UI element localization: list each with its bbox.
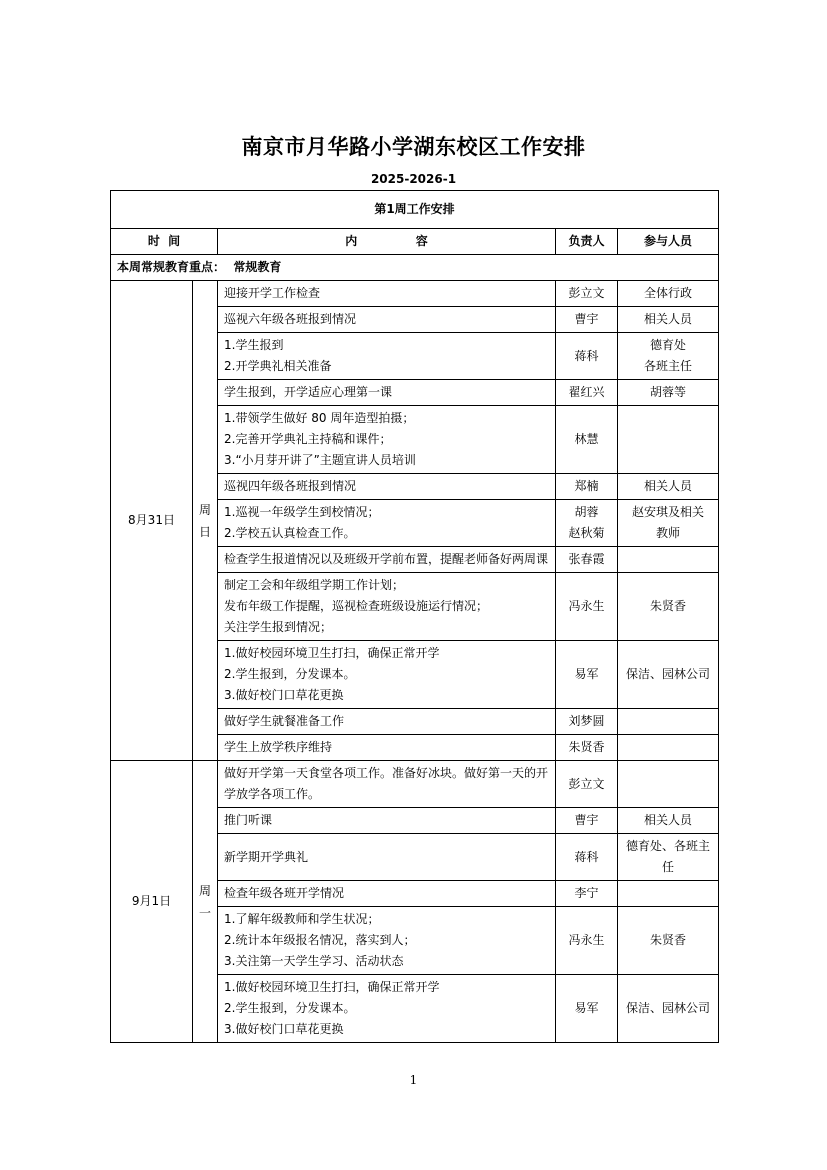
task-line: 1.带领学生做好 80 周年造型拍摄；: [224, 411, 415, 425]
cell-line: 刘梦圆: [568, 714, 605, 728]
task-participants: [618, 281, 719, 307]
header-time: 时 间: [111, 229, 218, 255]
task-owner: [556, 500, 618, 547]
task-participants: [618, 808, 719, 834]
page-number: 1: [409, 1073, 418, 1087]
task-content: [218, 307, 556, 333]
cell-line: 朱贤香: [649, 933, 686, 947]
day-weekday: [193, 281, 218, 761]
cell-line: 朱贤香: [568, 740, 605, 754]
task-participants: [618, 500, 719, 547]
task-owner: [556, 406, 618, 474]
task-content: [218, 761, 556, 808]
cell-line: 相关人员: [643, 479, 692, 493]
cell-line: 蒋科: [574, 348, 599, 363]
task-content: [218, 975, 556, 1043]
task-line: 学生报到，开学适应心理第一课: [224, 385, 393, 399]
cell-line: 曹宇: [574, 813, 599, 827]
cell-line: 冯永生: [568, 933, 605, 947]
cell-line: 胡蓉等: [649, 385, 686, 399]
task-content: [218, 406, 556, 474]
task-line: 3.“小月芽开讲了”主题宣讲人员培训: [224, 453, 416, 467]
cell-line: 相关人员: [643, 312, 692, 326]
task-participants: [618, 641, 719, 709]
task-line: 关注学生报到情况；: [224, 620, 333, 634]
task-participants: [618, 573, 719, 641]
day-date: 9月1日: [111, 761, 193, 1043]
task-line: 3.做好校门口草花更换: [224, 688, 344, 702]
cell-line: 各班主任: [643, 359, 692, 373]
cell-line: 相关人员: [643, 813, 692, 827]
weekly-focus: 本周常规教育重点： 常规教育: [111, 255, 719, 281]
task-content: [218, 380, 556, 406]
task-participants: [618, 881, 719, 907]
task-participants: [618, 834, 719, 881]
task-owner: [556, 834, 618, 881]
task-participants: [618, 307, 719, 333]
day-weekday: [193, 761, 218, 1043]
task-line: 2.开学典礼相关准备: [224, 359, 332, 373]
task-owner: [556, 975, 618, 1043]
cell-line: 易军: [574, 667, 599, 681]
task-owner: [556, 808, 618, 834]
task-line: 巡视四年级各班报到情况: [224, 479, 357, 493]
task-owner: [556, 573, 618, 641]
header-content: 内 容: [218, 229, 556, 255]
task-owner: [556, 333, 618, 380]
task-participants: [618, 735, 719, 761]
cell-line: 日: [198, 524, 211, 539]
task-content: [218, 907, 556, 975]
task-participants: [618, 907, 719, 975]
task-content: [218, 881, 556, 907]
cell-line: 全体行政: [643, 286, 692, 300]
task-content: [218, 641, 556, 709]
cell-line: 胡蓉: [574, 505, 599, 519]
task-owner: [556, 881, 618, 907]
cell-line: 彭立文: [568, 286, 605, 300]
task-owner: [556, 380, 618, 406]
cell-line: 蒋科: [574, 849, 599, 864]
cell-line: 张春霞: [568, 552, 605, 566]
task-owner: [556, 907, 618, 975]
task-participants: [618, 761, 719, 808]
cell-line: 郑楠: [574, 479, 599, 493]
task-owner: [556, 709, 618, 735]
task-content: [218, 834, 556, 881]
task-line: 3.关注第一天学生学习、活动状态: [224, 954, 404, 968]
task-content: [218, 281, 556, 307]
task-line: 1.做好校园环境卫生打扫，确保正常开学: [224, 980, 440, 994]
task-content: [218, 808, 556, 834]
task-participants: [618, 380, 719, 406]
cell-line: 彭立文: [568, 776, 605, 791]
task-owner: [556, 474, 618, 500]
task-line: 迎接开学工作检查: [224, 286, 321, 300]
cell-line: 李宁: [574, 886, 599, 900]
day-date: 8月31日: [111, 281, 193, 761]
task-line: 1.做好校园环境卫生打扫，确保正常开学: [224, 646, 440, 660]
cell-line: 任: [661, 860, 674, 874]
task-line: 新学期开学典礼: [224, 849, 309, 864]
cell-line: 朱贤香: [649, 599, 686, 613]
task-line: 推门听课: [224, 813, 273, 827]
cell-line: 周: [198, 502, 211, 517]
task-line: 巡视六年级各班报到情况: [224, 312, 357, 326]
task-line: 检查年级各班开学情况: [224, 886, 345, 900]
task-line: 3.做好校门口草花更换: [224, 1022, 344, 1036]
term-label: 2025-2026-1: [370, 172, 457, 186]
task-owner: [556, 735, 618, 761]
task-participants: [618, 474, 719, 500]
schedule-table: [110, 190, 719, 1043]
cell-line: 一: [198, 905, 211, 920]
cell-line: 保洁、园林公司: [625, 667, 710, 681]
cell-line: 翟红兴: [568, 385, 605, 399]
task-line: 制定工会和年级组学期工作计划；: [224, 578, 405, 592]
cell-line: 教师: [655, 526, 680, 540]
task-participants: [618, 709, 719, 735]
task-owner: [556, 307, 618, 333]
table-row: [111, 761, 719, 808]
task-line: 1.了解年级教师和学生状况；: [224, 912, 380, 926]
task-participants: [618, 333, 719, 380]
task-owner: [556, 281, 618, 307]
task-line: 1.学生报到: [224, 338, 284, 352]
document-title: 南京市月华路小学湖东校区工作安排: [241, 134, 586, 159]
cell-line: 德育处、各班主: [625, 839, 710, 853]
task-owner: [556, 641, 618, 709]
task-line: 2.统计本年级报名情况，落实到人；: [224, 933, 416, 947]
task-owner: [556, 547, 618, 573]
task-participants: [618, 406, 719, 474]
week-title: 第1周工作安排: [111, 191, 719, 229]
table-row: [111, 281, 719, 307]
cell-line: 保洁、园林公司: [625, 1001, 710, 1015]
cell-line: 赵安琪及相关: [631, 505, 704, 519]
header-owner: 负责人: [556, 229, 618, 255]
task-participants: [618, 547, 719, 573]
cell-line: 林慧: [574, 432, 599, 446]
task-line: 做好学生就餐准备工作: [224, 714, 345, 728]
header-participants: 参与人员: [618, 229, 719, 255]
task-line: 2.完善开学典礼主持稿和课件；: [224, 432, 392, 446]
task-line: 2.学校五认真检查工作。: [224, 526, 356, 540]
task-content: [218, 500, 556, 547]
task-line: 学生上放学秩序维持: [224, 740, 333, 754]
cell-line: 周: [198, 883, 211, 898]
task-content: [218, 547, 556, 573]
task-line: 2.学生报到，分发课本。: [224, 667, 356, 681]
task-content: [218, 709, 556, 735]
cell-line: 赵秋菊: [568, 526, 605, 540]
task-line: 发布年级工作提醒，巡视检查班级设施运行情况；: [224, 599, 489, 613]
task-line: 1.巡视一年级学生到校情况；: [224, 505, 380, 519]
task-participants: [618, 975, 719, 1043]
cell-line: 德育处: [649, 338, 686, 352]
cell-line: 易军: [574, 1001, 599, 1015]
task-content: [218, 474, 556, 500]
task-line: 2.学生报到，分发课本。: [224, 1001, 356, 1015]
cell-line: 曹宇: [574, 312, 599, 326]
task-owner: [556, 761, 618, 808]
task-content: [218, 573, 556, 641]
task-line: 做好开学第一天食堂各项工作。准备好冰块。做好第一天的开学放学各项工作。: [224, 766, 549, 801]
task-content: [218, 735, 556, 761]
task-content: [218, 333, 556, 380]
task-line: 检查学生报道情况以及班级开学前布置，提醒老师备好两周课: [224, 552, 549, 566]
cell-line: 冯永生: [568, 599, 605, 613]
